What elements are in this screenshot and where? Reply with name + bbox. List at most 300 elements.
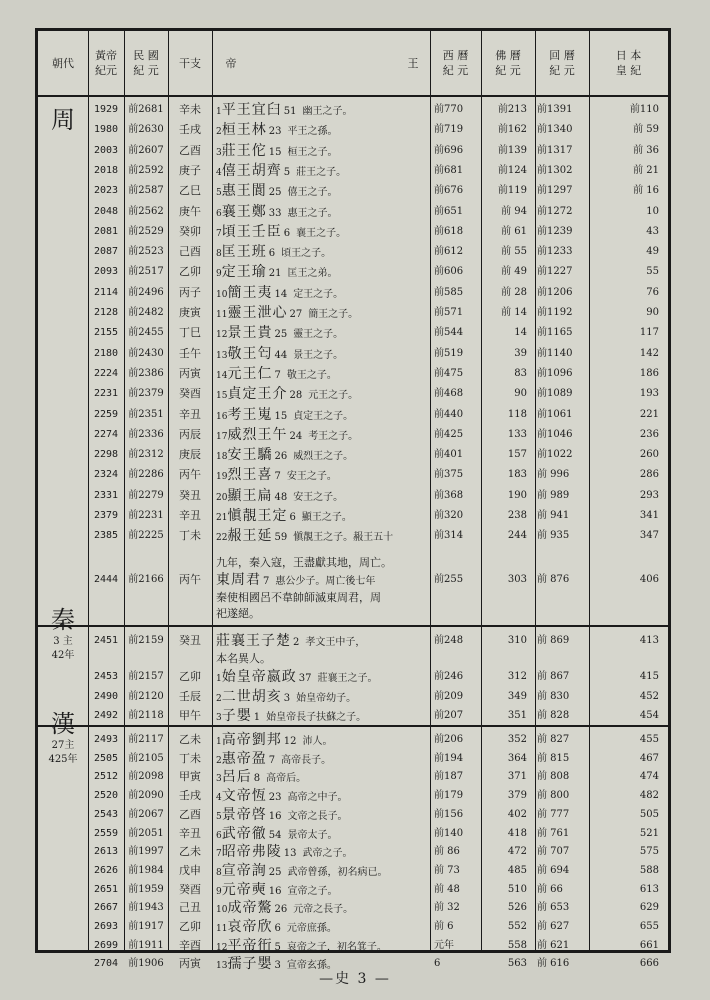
dynasty-name: 周 (51, 106, 75, 134)
islamic-year: 前1192 (537, 307, 573, 318)
huangdi-year: 2512 (93, 771, 119, 783)
ruler-description: 元王之子。 (308, 390, 359, 402)
western-year: 前571 (434, 307, 464, 318)
western-year: 前618 (434, 225, 464, 237)
huangdi-year: 2093 (93, 266, 119, 278)
buddhist-year: 83 (514, 367, 527, 379)
buddhist-year: 312 (507, 671, 527, 682)
japanese-year: 454 (639, 710, 659, 721)
western-year: 前585 (434, 286, 464, 298)
ganzhi: 辛酉 (179, 938, 201, 952)
huangdi-year: 2023 (93, 185, 119, 197)
ruler-name: 孺子嬰 (227, 956, 273, 973)
reign-years: 26 (274, 904, 288, 916)
ruler-number: 18 (216, 452, 228, 463)
reign-years: 59 (274, 532, 288, 544)
western-year: 前368 (434, 489, 464, 501)
ruler-description: 武帝之子。 (302, 848, 353, 860)
minguo-year: 前2336 (128, 428, 164, 440)
ruler-name: 赧王延 (227, 528, 273, 545)
ruler-number: 10 (216, 289, 228, 300)
ruler-description: 景帝太子。 (287, 829, 338, 841)
table-row (38, 202, 668, 222)
japanese-year: 505 (639, 808, 659, 820)
ruler (216, 283, 426, 305)
ganzhi: 戊申 (179, 863, 201, 877)
ruler-name: 靈王泄心 (227, 305, 288, 321)
ruler-number: 21 (216, 513, 228, 523)
reign-years: 6 (268, 248, 276, 260)
western-year: 前401 (434, 449, 464, 461)
islamic-year: 前 935 (537, 530, 570, 542)
reign-years: 5 (283, 166, 291, 178)
minguo-year: 前2279 (128, 489, 164, 501)
ruler-name: 元帝奭 (221, 881, 267, 898)
ruler-number: 2 (216, 127, 222, 138)
western-year: 前 73 (434, 864, 460, 876)
huangdi-year: 2331 (93, 489, 119, 501)
buddhist-year: 39 (514, 347, 527, 359)
ruler-description: 武帝曾孫，初名病已。 (287, 866, 388, 878)
western-year: 前468 (434, 388, 464, 400)
ruler (216, 262, 426, 284)
islamic-year: 前1227 (537, 266, 573, 278)
minguo-year: 前2430 (128, 347, 164, 359)
huangdi-year: 2224 (93, 367, 119, 379)
ganzhi: 乙未 (179, 733, 201, 746)
table-row (38, 898, 668, 918)
islamic-year: 前 777 (537, 808, 570, 820)
ruler-name: 始皇帝嬴政 (221, 669, 297, 685)
ruler-number: 11 (216, 924, 228, 934)
buddhist-year: 364 (507, 752, 527, 764)
ganzhi: 丙寅 (179, 957, 201, 971)
ruler-name: 宣帝詢 (221, 862, 267, 879)
ruler (216, 303, 426, 325)
ganzhi: 辛丑 (179, 509, 201, 522)
huangdi-year: 2274 (93, 428, 119, 440)
japanese-year: 49 (646, 246, 659, 258)
ganzhi: 丁巳 (179, 326, 201, 340)
ruler-description: 元帝之長子。 (293, 904, 354, 916)
ruler-description: 沛人。 (302, 736, 333, 747)
ruler-number: 1 (216, 674, 222, 684)
ganzhi: 壬戌 (179, 789, 201, 803)
western-year: 前612 (434, 246, 464, 258)
western-year: 前696 (434, 144, 464, 156)
japanese-year: 415 (639, 671, 659, 682)
buddhist-year: 510 (507, 883, 527, 895)
ruler-number: 17 (216, 431, 228, 442)
ruler (216, 526, 426, 548)
ganzhi: 庚午 (179, 204, 201, 218)
reign-years: 51 (283, 106, 297, 117)
minguo-year: 前2587 (128, 185, 164, 197)
table-row (38, 283, 668, 303)
ruler-description: 定王之子。 (293, 288, 344, 300)
islamic-year: 前1061 (537, 408, 573, 420)
ruler-name: 莊襄王子楚 (216, 633, 291, 649)
japanese-year: 前110 (629, 104, 659, 115)
table-row (38, 303, 668, 323)
ruler (216, 405, 426, 427)
table-row (38, 687, 668, 707)
ruler-description: 顯王之子。 (301, 512, 352, 523)
reign-years: 23 (268, 126, 282, 138)
reign-years: 6 (283, 227, 291, 239)
reign-years: 7 (268, 754, 276, 766)
western-year: 前207 (434, 710, 464, 721)
japanese-year: 193 (639, 388, 659, 400)
buddhist-year: 352 (507, 734, 527, 745)
ruler-name: 襄王鄭 (221, 203, 267, 220)
huangdi-year: 2543 (93, 808, 119, 820)
japanese-year: 455 (639, 734, 659, 745)
minguo-year: 前2496 (128, 286, 164, 298)
ruler-number: 3 (216, 147, 222, 158)
ruler-name: 景帝啓 (221, 806, 267, 823)
minguo-year: 前2286 (128, 469, 164, 481)
ruler-name: 惠帝盈 (221, 750, 267, 767)
ruler-description: 幽王之子。 (302, 106, 353, 117)
table-row (38, 323, 668, 343)
japanese-year: 90 (646, 307, 659, 318)
ruler-number: 16 (216, 411, 228, 422)
continuation-text: 祀遂絕。 (216, 607, 260, 620)
ganzhi: 壬辰 (179, 689, 201, 703)
japanese-year: 55 (646, 266, 659, 278)
buddhist-year: 183 (507, 469, 527, 481)
japanese-year: 613 (639, 883, 659, 895)
western-year: 前676 (434, 185, 464, 197)
ruler-number: 6 (216, 830, 222, 841)
japanese-year: 406 (639, 574, 659, 585)
japanese-year: 前 16 (633, 185, 659, 197)
minguo-year: 前2098 (128, 771, 164, 783)
header-buddhist-era: 佛 曆 紀 元 (495, 49, 521, 77)
japanese-year: 629 (639, 902, 659, 914)
reign-years: 2 (293, 637, 300, 648)
islamic-year: 前1391 (537, 104, 573, 115)
buddhist-year: 133 (507, 428, 527, 440)
western-year: 前544 (434, 327, 464, 339)
western-year: 前770 (434, 104, 464, 115)
japanese-year: 575 (639, 846, 659, 858)
ruler (216, 323, 426, 345)
ruler-number: 12 (216, 942, 228, 953)
ganzhi: 辛未 (179, 103, 201, 116)
ruler-name: 頃王壬臣 (221, 223, 282, 240)
table-row (38, 445, 668, 465)
ruler-description: 桓王之子。 (287, 146, 338, 158)
ganzhi: 辛丑 (179, 826, 201, 840)
ganzhi: 丁未 (179, 751, 201, 765)
ganzhi: 癸丑 (179, 488, 201, 502)
reign-years: 6 (289, 512, 296, 523)
ruler-name: 顯王扁 (227, 487, 273, 504)
reign-years: 7 (263, 576, 270, 587)
ruler-description: 頃王之子。 (281, 248, 332, 260)
islamic-year: 前 869 (537, 635, 570, 646)
western-year: 前681 (434, 164, 464, 176)
ruler-name: 昭帝弗陵 (221, 844, 282, 861)
table-frame (35, 28, 671, 973)
continuation-text: 秦使相國呂不韋帥師滅東周君，周 (216, 591, 381, 604)
ruler-number: 19 (216, 472, 228, 483)
table-row (38, 749, 668, 769)
ruler-name: 定王瑜 (221, 264, 267, 281)
page-number: —史 3 — (319, 971, 391, 987)
buddhist-year: 563 (507, 958, 527, 970)
reign-years: 16 (268, 810, 282, 822)
huangdi-year: 1929 (93, 104, 119, 115)
ruler-description: 高帝后。 (266, 773, 307, 785)
huangdi-year: 2651 (93, 883, 119, 895)
buddhist-year: 前 55 (501, 246, 527, 258)
ganzhi: 丁未 (179, 529, 201, 543)
huangdi-year: 2114 (93, 286, 119, 298)
reign-years: 25 (274, 329, 288, 341)
buddhist-year: 558 (507, 939, 527, 951)
buddhist-year: 190 (507, 489, 527, 501)
minguo-year: 前2067 (128, 808, 164, 820)
japanese-year: 43 (646, 225, 659, 237)
western-year: 前140 (434, 827, 464, 839)
table-row (38, 506, 668, 526)
ruler-description: 匡王之弟。 (287, 268, 338, 280)
minguo-year: 前1911 (128, 939, 164, 951)
header-islamic-era: 回 曆 紀 元 (549, 49, 575, 77)
reign-years: 25 (268, 187, 282, 199)
reign-years: 54 (268, 829, 282, 841)
minguo-year: 前2225 (128, 530, 164, 542)
table-row (38, 861, 668, 881)
ruler-name: 敬王匄 (227, 345, 273, 362)
ruler-name: 愼靚王定 (227, 508, 288, 524)
ganzhi: 乙卯 (179, 920, 201, 933)
ganzhi: 丙子 (179, 285, 201, 299)
japanese-year: 76 (646, 286, 659, 298)
japanese-year: 236 (639, 428, 659, 440)
ruler-number: 2 (216, 693, 222, 704)
huangdi-year: 2259 (93, 408, 119, 420)
table-row (38, 425, 668, 445)
western-year: 前248 (434, 635, 464, 646)
ruler (216, 202, 426, 224)
western-year: 元年 (434, 939, 454, 951)
table-row (38, 120, 668, 140)
reign-years: 3 (274, 960, 281, 972)
buddhist-year: 303 (507, 574, 527, 585)
ruler-name: 安王驕 (227, 447, 273, 464)
minguo-year: 前2351 (128, 408, 164, 420)
table-row (38, 631, 668, 651)
ruler-name: 呂后 (221, 769, 252, 786)
reign-years: 13 (283, 848, 297, 860)
ruler-number: 7 (216, 849, 222, 860)
ruler-name: 子嬰 (221, 708, 252, 724)
table-row (38, 570, 668, 590)
japanese-year: 521 (639, 827, 659, 839)
huangdi-year: 2081 (93, 225, 119, 237)
dynasty-rulers: 3 主 (53, 636, 73, 647)
western-year: 前156 (434, 808, 464, 820)
huangdi-year: 2490 (93, 690, 119, 702)
minguo-year: 前2166 (128, 574, 164, 585)
reign-years: 28 (289, 390, 303, 402)
ganzhi: 乙酉 (179, 807, 201, 821)
islamic-year: 前1165 (537, 327, 573, 339)
minguo-year: 前2120 (128, 690, 164, 702)
minguo-year: 前1997 (128, 846, 164, 858)
header-huangdi-era: 黃帝 紀元 (95, 49, 117, 77)
ruler-description: 宣帝之子。 (287, 885, 338, 897)
buddhist-year: 402 (507, 808, 527, 820)
ruler-number: 13 (216, 961, 228, 972)
dynasty-rulers: 27主 (51, 740, 75, 751)
huangdi-year: 2180 (93, 347, 119, 359)
minguo-year: 前2607 (128, 144, 164, 156)
japanese-year: 452 (639, 690, 659, 702)
buddhist-year: 371 (507, 771, 527, 783)
ruler-number: 8 (216, 867, 222, 878)
huangdi-year: 2693 (93, 921, 119, 932)
reign-years: 7 (274, 369, 281, 381)
ruler-number: 11 (216, 310, 228, 320)
huangdi-year: 2128 (93, 307, 119, 318)
huangdi-year: 2451 (93, 635, 119, 646)
islamic-year: 前 66 (537, 883, 563, 895)
islamic-year: 前1140 (537, 347, 573, 359)
table-row (38, 344, 668, 364)
reign-years: 15 (274, 410, 288, 422)
buddhist-year: 前162 (497, 124, 527, 136)
ruler-name: 哀帝欣 (227, 919, 273, 935)
buddhist-year: 238 (507, 510, 527, 521)
ruler-description: 敬王之子。 (286, 369, 337, 381)
continuation-text: 九年，秦入寇，王盡獻其地，周亡。 (216, 556, 392, 569)
ruler (216, 631, 426, 653)
minguo-year: 前2105 (128, 752, 164, 764)
header-western-era: 西 曆 紀 元 (442, 49, 469, 77)
ruler-number: 22 (216, 533, 228, 544)
ganzhi: 癸卯 (179, 224, 201, 238)
western-year: 前 86 (434, 846, 460, 858)
huangdi-year: 2613 (93, 846, 119, 858)
header-ganzhi: 干支 (179, 56, 201, 70)
japanese-year: 10 (646, 205, 659, 217)
ruler-description: 惠王之子。 (287, 207, 338, 219)
ruler (216, 242, 426, 264)
reign-years: 14 (274, 288, 288, 300)
islamic-year: 前1046 (537, 428, 573, 440)
western-year: 前314 (434, 530, 464, 542)
ruler-number: 3 (216, 774, 222, 785)
ruler (216, 222, 426, 244)
islamic-year: 前 808 (537, 771, 570, 783)
minguo-year: 前2630 (128, 124, 164, 136)
table-row (38, 486, 668, 506)
buddhist-year: 552 (507, 921, 527, 932)
dynasty-separator (38, 725, 668, 727)
western-year: 前519 (434, 347, 464, 359)
buddhist-year: 485 (507, 864, 527, 876)
table-row (38, 242, 668, 262)
islamic-year: 前1340 (537, 124, 573, 136)
reign-years: 25 (268, 866, 282, 878)
ganzhi: 丙午 (179, 468, 201, 482)
ruler-description: 惠公少子。周亡後七年 (275, 576, 376, 587)
table-row (38, 161, 668, 181)
islamic-year: 前1272 (537, 205, 573, 217)
table-row (38, 786, 668, 806)
table-row (38, 706, 668, 726)
ruler-name: 貞定王介 (227, 386, 288, 403)
japanese-year: 588 (639, 864, 659, 876)
ruler (216, 465, 426, 487)
dynasty-separator (38, 625, 668, 627)
islamic-year: 前 996 (537, 469, 570, 481)
ruler-name: 平王宜臼 (221, 102, 282, 118)
ganzhi: 庚寅 (179, 306, 201, 319)
japanese-year: 前 36 (633, 144, 659, 156)
buddhist-year: 244 (507, 530, 527, 542)
japanese-year: 467 (639, 752, 659, 764)
reign-years: 44 (274, 349, 288, 361)
table-row (38, 526, 668, 546)
ruler-number: 5 (216, 188, 222, 199)
ruler-name: 武帝徹 (221, 825, 267, 842)
minguo-year: 前2681 (128, 104, 164, 115)
islamic-year: 前 707 (537, 846, 570, 858)
dynasty-years: 42年 (51, 650, 75, 661)
table-row (38, 824, 668, 844)
japanese-year: 142 (639, 347, 659, 359)
ruler (216, 141, 426, 163)
ruler (216, 120, 426, 142)
islamic-year: 前 800 (537, 790, 570, 802)
islamic-year: 前 867 (537, 671, 570, 682)
japanese-year: 666 (639, 958, 659, 970)
table-row (38, 222, 668, 242)
buddhist-year: 418 (507, 827, 527, 839)
dynasty-name: 漢 (51, 710, 75, 738)
japanese-year: 前 59 (633, 124, 659, 136)
ruler (216, 445, 426, 467)
ruler-number: 20 (216, 492, 228, 503)
header-minguo-era: 民 國 紀 元 (133, 49, 159, 77)
huangdi-year: 2385 (93, 530, 119, 542)
islamic-year: 前 653 (537, 902, 570, 914)
buddhist-year: 前 49 (501, 266, 527, 278)
western-year: 前606 (434, 266, 464, 278)
western-year: 6 (434, 958, 441, 970)
ruler-number: 4 (216, 167, 222, 178)
buddhist-year: 14 (514, 327, 527, 339)
table-row (38, 181, 668, 201)
japanese-year: 482 (639, 790, 659, 802)
huangdi-year: 2667 (93, 902, 119, 914)
ruler-description: 安王之子。 (286, 471, 337, 483)
ganzhi: 庚子 (179, 163, 201, 177)
table-row (38, 936, 668, 956)
huangdi-year: 2003 (93, 144, 119, 156)
islamic-year: 前 616 (537, 958, 570, 970)
reign-years: 15 (268, 146, 282, 158)
western-year: 前209 (434, 690, 464, 702)
ruler (216, 364, 426, 386)
ruler (216, 384, 426, 406)
